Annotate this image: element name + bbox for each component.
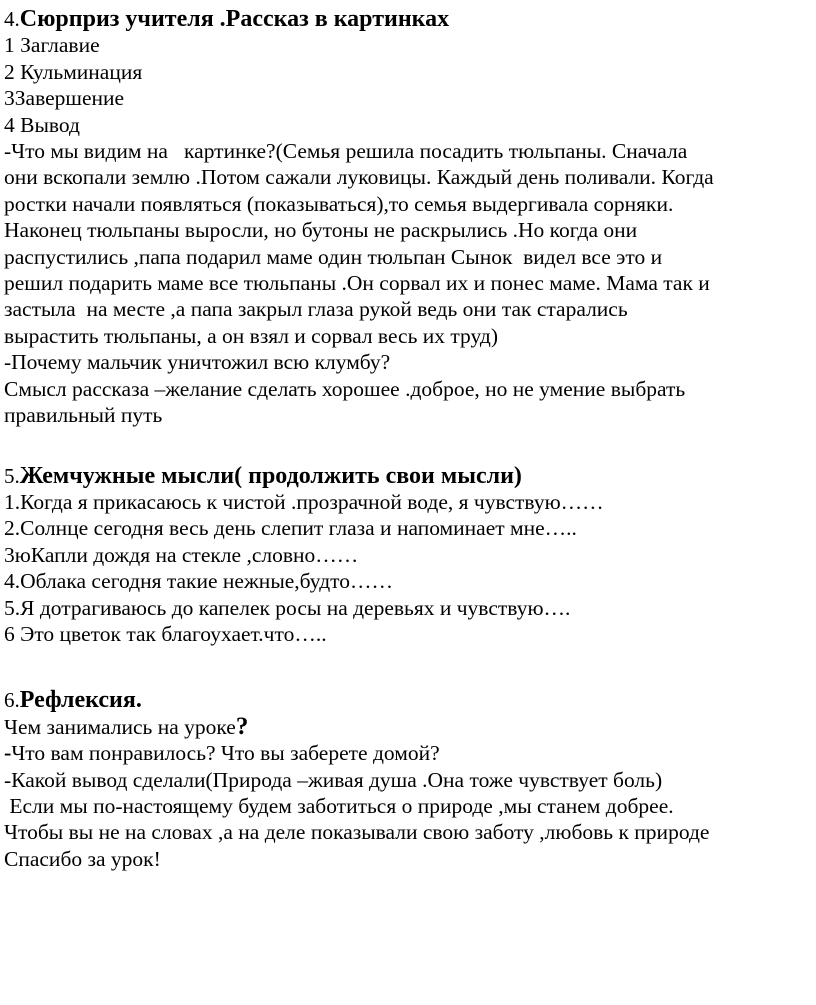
section-6-line: -Какой вывод сделали(Природа –живая душа .Она тоже чувствует боль)	[4, 767, 663, 792]
section-5-number: 5.	[4, 463, 20, 488]
section-4-paragraph-line: они вскопали землю .Потом сажали луковицы. Каждый день поливали. Когда	[4, 165, 714, 190]
section-4-item: 1 Заглавие	[4, 33, 100, 58]
section-4-item: 4 Вывод	[4, 112, 80, 137]
question-mark: ?	[235, 712, 249, 740]
section-4-paragraph-line: распустились ,папа подарил маме один тюльпан Сынок видел все это и	[4, 244, 663, 269]
section-4-paragraph-line: -Почему мальчик уничтожил всю клумбу?	[4, 350, 391, 375]
section-6-line: Если мы по-настоящему будем заботиться о природе ,мы станем добрее.	[4, 793, 674, 818]
section-4-heading	[4, 6, 810, 32]
section-4-item: 2 Кульминация	[4, 59, 143, 84]
section-6-title: Рефлексия.	[19, 687, 142, 714]
section-4-paragraph-line: застыла на месте ,а папа закрыл глаза рукой ведь они так старались	[4, 297, 628, 322]
section-5-item: 2.Солнце сегодня весь день слепит глаза и напоминает мне…..	[4, 516, 577, 541]
section-6-line: Чтобы вы не на словах ,а на деле показывали свою заботу ,любовь к природе	[4, 820, 710, 845]
section-5-item: 4.Облака сегодня такие нежные,будто……	[4, 569, 393, 594]
section-5-heading	[4, 463, 810, 489]
section-4-paragraph-line: -Что мы видим на картинке?(Семья решила посадить тюльпаны. Сначала	[4, 139, 688, 164]
section-6-question	[4, 714, 810, 740]
section-5-item: 3юКапли дождя на стекле ,словно……	[4, 542, 359, 567]
question-dash: -	[4, 740, 12, 766]
section-6-question	[4, 740, 810, 766]
section-4-number: 4.	[4, 7, 20, 31]
section-4-paragraph-line: Наконец тюльпаны выросли, но бутоны не раскрылись .Но когда они	[4, 218, 638, 243]
section-6-line: Спасибо за урок!	[4, 846, 161, 871]
section-5-title: Жемчужные мысли( продолжить свои мысли)	[19, 462, 522, 489]
section-6-number: 6.	[4, 688, 20, 713]
spacer	[4, 647, 810, 687]
section-4-item: 3Завершение	[4, 86, 125, 111]
question-text: Что вам понравилось? Что вы заберете домой?	[11, 741, 440, 766]
spacer	[4, 429, 810, 463]
section-6-heading	[4, 687, 810, 713]
document-page	[4, 6, 810, 872]
section-4-paragraph-line: Смысл рассказа –желание сделать хорошее .доброе, но не умение выбрать	[4, 376, 686, 401]
section-5-item: 5.Я дотрагиваюсь до капелек росы на деревьях и чувствую….	[4, 595, 571, 620]
question-text: Чем занимались на уроке	[4, 714, 236, 739]
section-4-paragraph-line: решил подарить маме все тюльпаны .Он сорвал их и понес маме. Мама так и	[4, 271, 710, 296]
section-5-item: 6 Это цветок так благоухает.что…..	[4, 621, 327, 646]
section-4-paragraph-line: вырастить тюльпаны, а он взял и сорвал весь их труд)	[4, 323, 499, 348]
section-4-title: Сюрприз учителя .Рассказ в картинках	[19, 6, 450, 32]
section-5-item: 1.Когда я прикасаюсь к чистой .прозрачной воде, я чувствую……	[4, 489, 604, 514]
section-4-paragraph-line: правильный путь	[4, 403, 163, 428]
section-4-paragraph-line: ростки начали появляться (показываться),то семья выдергивала сорняки.	[4, 191, 674, 216]
